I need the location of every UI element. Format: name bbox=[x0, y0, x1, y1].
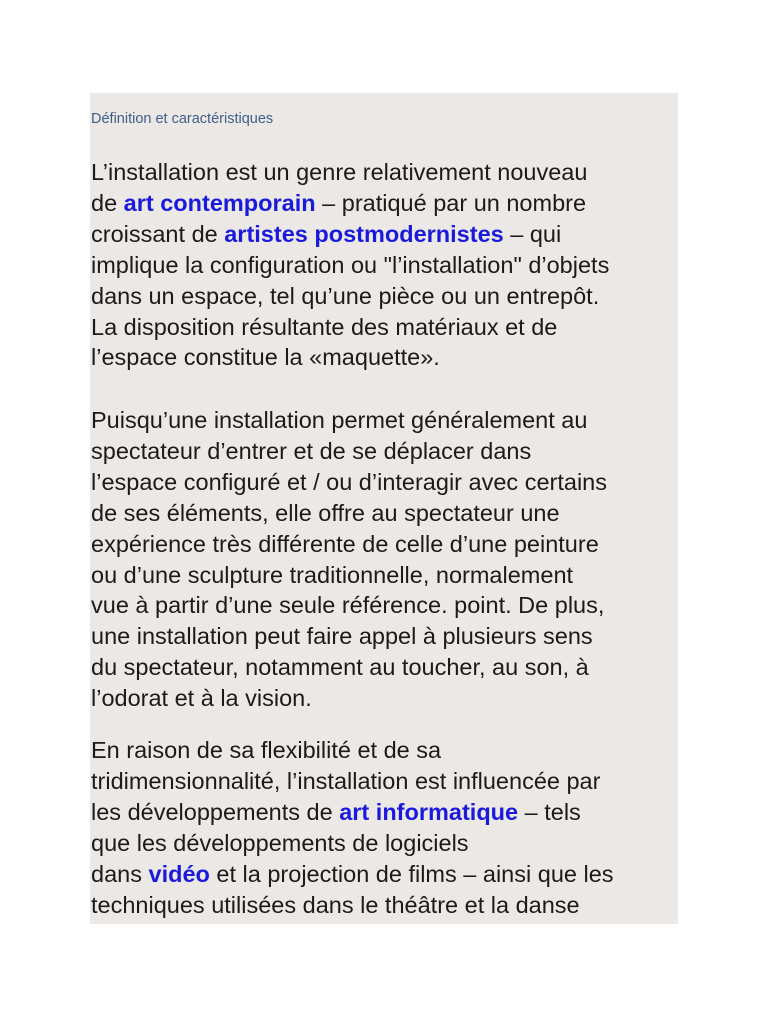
text-line bbox=[91, 683, 691, 714]
text-line bbox=[91, 436, 691, 467]
text-line bbox=[91, 157, 691, 188]
text-line bbox=[91, 797, 691, 828]
text-line bbox=[91, 652, 691, 683]
text-segment: de bbox=[91, 189, 124, 216]
inline-link-artistes-postmodernistes[interactable]: artistes postmodernistes bbox=[224, 220, 504, 247]
text-line bbox=[91, 621, 691, 652]
text-line bbox=[91, 890, 691, 921]
text-line bbox=[91, 467, 691, 498]
text-line bbox=[91, 219, 691, 250]
text-segment: – tels bbox=[518, 798, 581, 825]
text-segment: les développements de bbox=[91, 798, 340, 825]
text-line bbox=[91, 312, 691, 343]
text-segment: expérience très différente de celle d’une peinture bbox=[91, 530, 599, 557]
text-segment: croissant de bbox=[91, 220, 225, 247]
text-line bbox=[91, 766, 691, 797]
text-segment: l’espace configuré et / ou d’interagir avec certains bbox=[91, 468, 607, 495]
text-segment: l’odorat et à la vision. bbox=[91, 685, 312, 712]
text-line bbox=[91, 560, 691, 591]
text-segment: dans bbox=[91, 860, 149, 887]
text-line bbox=[91, 281, 691, 312]
text-line bbox=[91, 735, 691, 766]
text-segment: Puisqu’une installation permet généralement au bbox=[91, 407, 588, 433]
text-line bbox=[91, 590, 691, 621]
text-line bbox=[91, 828, 691, 859]
text-segment: – pratiqué par un nombre bbox=[315, 189, 587, 216]
paragraph-2 bbox=[91, 405, 691, 714]
section-heading: Définition et caractéristiques bbox=[91, 111, 274, 127]
text-segment: vue à partir d’une seule référence. point. De plus, bbox=[91, 592, 605, 619]
text-segment: l’espace constitue la «maquette». bbox=[91, 344, 440, 371]
text-segment: une installation peut faire appel à plusieurs sens bbox=[91, 623, 593, 650]
text-segment: implique la configuration ou "l’installation" d’objets bbox=[91, 251, 610, 278]
text-line bbox=[91, 342, 691, 373]
text-segment: – qui bbox=[503, 220, 562, 247]
text-segment: que les développements de logiciels bbox=[91, 829, 469, 856]
text-line bbox=[91, 405, 691, 436]
text-line bbox=[91, 188, 691, 219]
inline-link-art-contemporain[interactable]: art contemporain bbox=[123, 189, 316, 216]
inline-link-vidéo[interactable]: vidéo bbox=[148, 860, 210, 887]
text-segment: spectateur d’entrer et de se déplacer dans bbox=[91, 437, 532, 464]
text-line bbox=[91, 250, 691, 281]
text-segment: ou d’une sculpture traditionnelle, normalement bbox=[91, 561, 574, 588]
paragraph-3 bbox=[91, 735, 691, 920]
text-segment: tridimensionnalité, l’installation est influencée par bbox=[91, 767, 601, 794]
text-segment: L’installation est un genre relativement nouveau bbox=[91, 159, 588, 185]
text-segment: techniques utilisées dans le théâtre et la danse bbox=[91, 891, 580, 918]
inline-link-art-informatique[interactable]: art informatique bbox=[339, 798, 519, 825]
text-segment: dans un espace, tel qu’une pièce ou un entrepôt. bbox=[91, 282, 600, 309]
text-line bbox=[91, 859, 691, 890]
text-segment: du spectateur, notamment au toucher, au son, à bbox=[91, 654, 589, 681]
text-line bbox=[91, 529, 691, 560]
text-segment: et la projection de films – ainsi que les bbox=[209, 860, 614, 887]
text-segment: de ses éléments, elle offre au spectateur une bbox=[91, 499, 560, 526]
paragraph-1 bbox=[91, 157, 691, 373]
text-segment: La disposition résultante des matériaux et de bbox=[91, 313, 558, 340]
text-segment: En raison de sa flexibilité et de sa bbox=[91, 737, 442, 763]
text-line bbox=[91, 498, 691, 529]
